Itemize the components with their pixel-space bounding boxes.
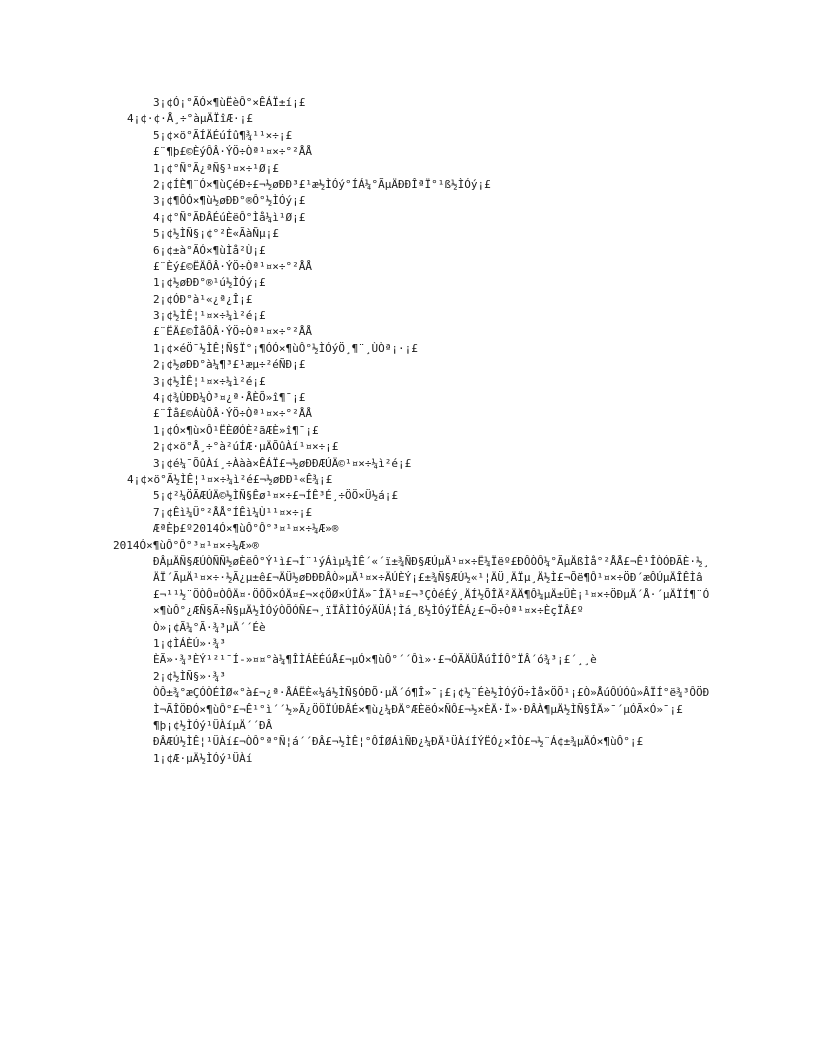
document-body [113,95,713,767]
text-line: 2¡¢½ÌÑ§»·¾³ [153,669,226,683]
text-line: 1¡¢½øÐÐ°®¹ú½ÌÓý¡£ [153,276,266,290]
text-line: ÈÃ»·¾³ÈÝ¹²¹¯Í-»¤¤°à¼¶ÎÌÁÈÉúÅ£¬µÓ×¶ùÔ°´´Ôì»·£¬ÓÃÄÜÅúÎÍÔ°ÏÂ´ó¾³¡£´¸¸è [153,653,597,667]
text-line: 4¡¢¾ÙÐÐ¼Ò³¤¿ª·ÅÈÕ»î¶¯¡£ [153,391,306,405]
text-line: 2¡¢ÍÈ¶¨Ó×¶ùÇéÐ÷£¬½øÐÐ³£¹æ½ÌÓý°ÍÁ¼°ÃµÄÐÐÎªÏ°¹ß½ÌÓý¡£ [153,177,491,191]
closing-paragraph: ÒÔ±¾°æÇÓÒÉÌØ«°à£¬¿ª·ÅÁËÈ«¼á½ÌÑ§ÓÐÕ·µÄ´ó¶Î»¯¡£¡¢½¨Éè½ÌÓýÖ÷Ìå×ÖÕ¹¡£Ò»ÅúÔÚÓû»ÂÏÍ°ë¾³ÔÖÐÌ¬ÃÎÖÐÓ×¶ùÔ°£¬Ê¹°ì´´½»Ã¿ÖÖÏÚÐÂÉ×¶ù¿¼ÐÄ°ÆÈëÓ×ÑÔ£¬½×ÈÄ·Ï»·ÐÂÀ¶µÄ½ÌÑ§ÎÄ»¯´µÓÃ×Ó»¯¡£ [153,686,710,716]
text-line: 1¡¢Ó×¶ù×Ô¹ËÈØÓÈ²ãÆÈ»î¶¯¡£ [153,423,319,437]
text-line: ¶þ¡¢½ÌÓý¹ÜÀíµÄ´´ÐÂ [153,718,273,732]
text-line: 3¡¢½ÌÊ¦¹¤×÷¼ì²é¡£ [153,374,266,388]
text-line: £¨ËÄ£©ÎåÔÂ·ÝÖ÷Òª¹¤×÷°²ÅÅ [153,325,312,339]
text-line: 3¡¢Ó¡°ÃÓ×¶ùËèÔ°×ÊÁÏ±í¡£ [153,96,306,109]
text-line: 3¡¢½ÌÊ¦¹¤×÷¼ì²é¡£ [153,309,266,323]
text-line: Ò»¡¢Ã¼°Ã·¾³µÄ´´Éè [153,620,266,634]
text-line: 7¡¢Êì¼Ü°²ÅÅ°ÍÊì¼Ù¹¹¤×÷¡£ [153,505,312,519]
text-line: 5¡¢×ö°ÃÍÄÉúÍû¶¾¹¹×÷¡£ [153,128,293,142]
text-line: 3¡¢é¼¯ÕûÀí¸÷Ààà×ÊÁÏ£¬½øÐÐÆÚÄ©¹¤×÷¼ì²é¡£ [153,456,412,470]
text-line: £¨¶þ£©ÈýÔÂ·ÝÖ÷Òª¹¤×÷°²ÅÅ [153,145,312,159]
text-line: 1¡¢ÌÁÈÚ»·¾³ [153,636,226,650]
text-line: 4¡¢×ö°Ã½ÌÊ¦¹¤×÷¼ì²é£¬½øÐÐ¹«Ê¾¡£ [127,472,333,486]
text-line: 6¡¢±à°ÃÓ×¶ùÌå²Ù¡£ [153,243,266,257]
text-line: 2¡¢ÓÐ°à¹«¿ª¿Î¡£ [153,292,253,306]
text-line: 5¡¢²¼ÖÃÆÚÄ©½ÌÑ§Êø¹¤×÷£¬ÍÊ³É¸÷ÖÖ×Ü½á¡£ [153,489,399,503]
text-line: 4¡¢°Ñ°ÃÐÂÉúÈëÔ°Ìå¼ì¹Ø¡£ [153,210,306,224]
text-line: 1¡¢×éÖ¯½ÌÊ¦Ñ§Ï°¡¶ÓÓ×¶ùÔ°½ÌÓýÖ¸¶¨¸ÙÒª¡·¡£ [153,341,418,355]
text-line: 3¡¢¶ÔÓ×¶ù½øÐÐ°®Ô°½ÌÓý¡£ [153,194,306,208]
text-line: £¨Îå£©ÁùÔÂ·ÝÖ÷Òª¹¤×÷°²ÅÅ [153,407,312,421]
text-line: 2014Ó×¶ùÔ°Ô°³¤¹¤×÷¼Æ»® [113,538,259,552]
text-line: 2¡¢½øÐÐ°à¼¶³£¹æµ÷²éÑÐ¡£ [153,358,306,372]
body-paragraph: ÐÂµÄÑ§ÆÚÒÑÑ½øÈëÔ°Ý¹ì£¬Í¨¹ýÁìµ¼ÌÊ´«´ï±¾ÑÐ§ÆÚµÄ¹¤×÷Ë¼Ïëº£ÐÔÒÔ¼°ÃµÄßÌå°²ÅÅ£¬Ê¹ÎÒÓÐÃÈ·½¸ÄÏ´ÃµÄ¹¤×÷·½Ã¿µ±ê£¬ÄÜ½øÐÐÐÂÒ»µÄ¹¤×÷ÄÚÈÝ¡£±¾Ñ§ÆÚ½«¹¦ÄÜ¸ÄÏµ¸Ä½Ì£¬Õë¶Ô¹¤×÷ÖÐ´æÔÚµÄÎÊÌâ£¬¹¹½¨ÖÒÔ¤ÒÔÄ¤·ÖÔÖ×ÓÄ¤£¬×¢ÖØ×ÚÎÄ»¯ÎÄ¹¤£¬³ÇÒéÉý¸ÄÍ½ÕÎÄ²ÄÄ¶Ô¼µÄ±ÜÈ¡¹¤×÷ÖÐµÄ´Å·´µÄÏÍ¶¨Ó×¶ùÔ°¿ÆÑ§Ã÷Ñ§µÄ½ÌÓýÒÕÓÑ£¬¸ïÏÂÌÌÓýÄÜÁ¦Ìá¸ß½ÌÓýÏÊÁ¿£¬Ö÷Òª¹¤×÷ÈçÏÂ£º [153,554,710,618]
text-line: 5¡¢½ÌÑ§¡¢°²È«ÃàÑµ¡£ [153,227,279,241]
text-line: ÐÂÆÚ½ÌÊ¦¹ÜÀí£¬ÒÔ°ª°Ñ¦á´´ÐÂ£¬½ÌÊ¦°ÔÍØÁìÑÐ¿¼ÐÄ¹ÜÀíÍÝËÓ¿×ÎÒ£¬½¨Á¢±¾µÄÓ×¶ùÔ°¡£ [153,735,644,749]
text-line: 1¡¢Æ·µÄ½ÌÓý¹ÜÀí [153,751,253,765]
text-line: ÆªÈþ£º2014Ó×¶ùÔ°Ô°³¤¹¤×÷¼Æ»® [153,522,339,536]
text-line: 1¡¢°Ñ°Ã¿ªÑ§¹¤×÷¹Ø¡£ [153,161,279,175]
text-line: 4¡¢·¢·Å¸÷°àµÄÏîÆ·¡£ [127,112,253,126]
text-line: £¨Èý£©ËÄÔÂ·ÝÖ÷Òª¹¤×÷°²ÅÅ [153,259,312,273]
text-line: 2¡¢×ö°Å¸÷°à²úÍÆ·µÄÕûÀí¹¤×÷¡£ [153,440,339,454]
